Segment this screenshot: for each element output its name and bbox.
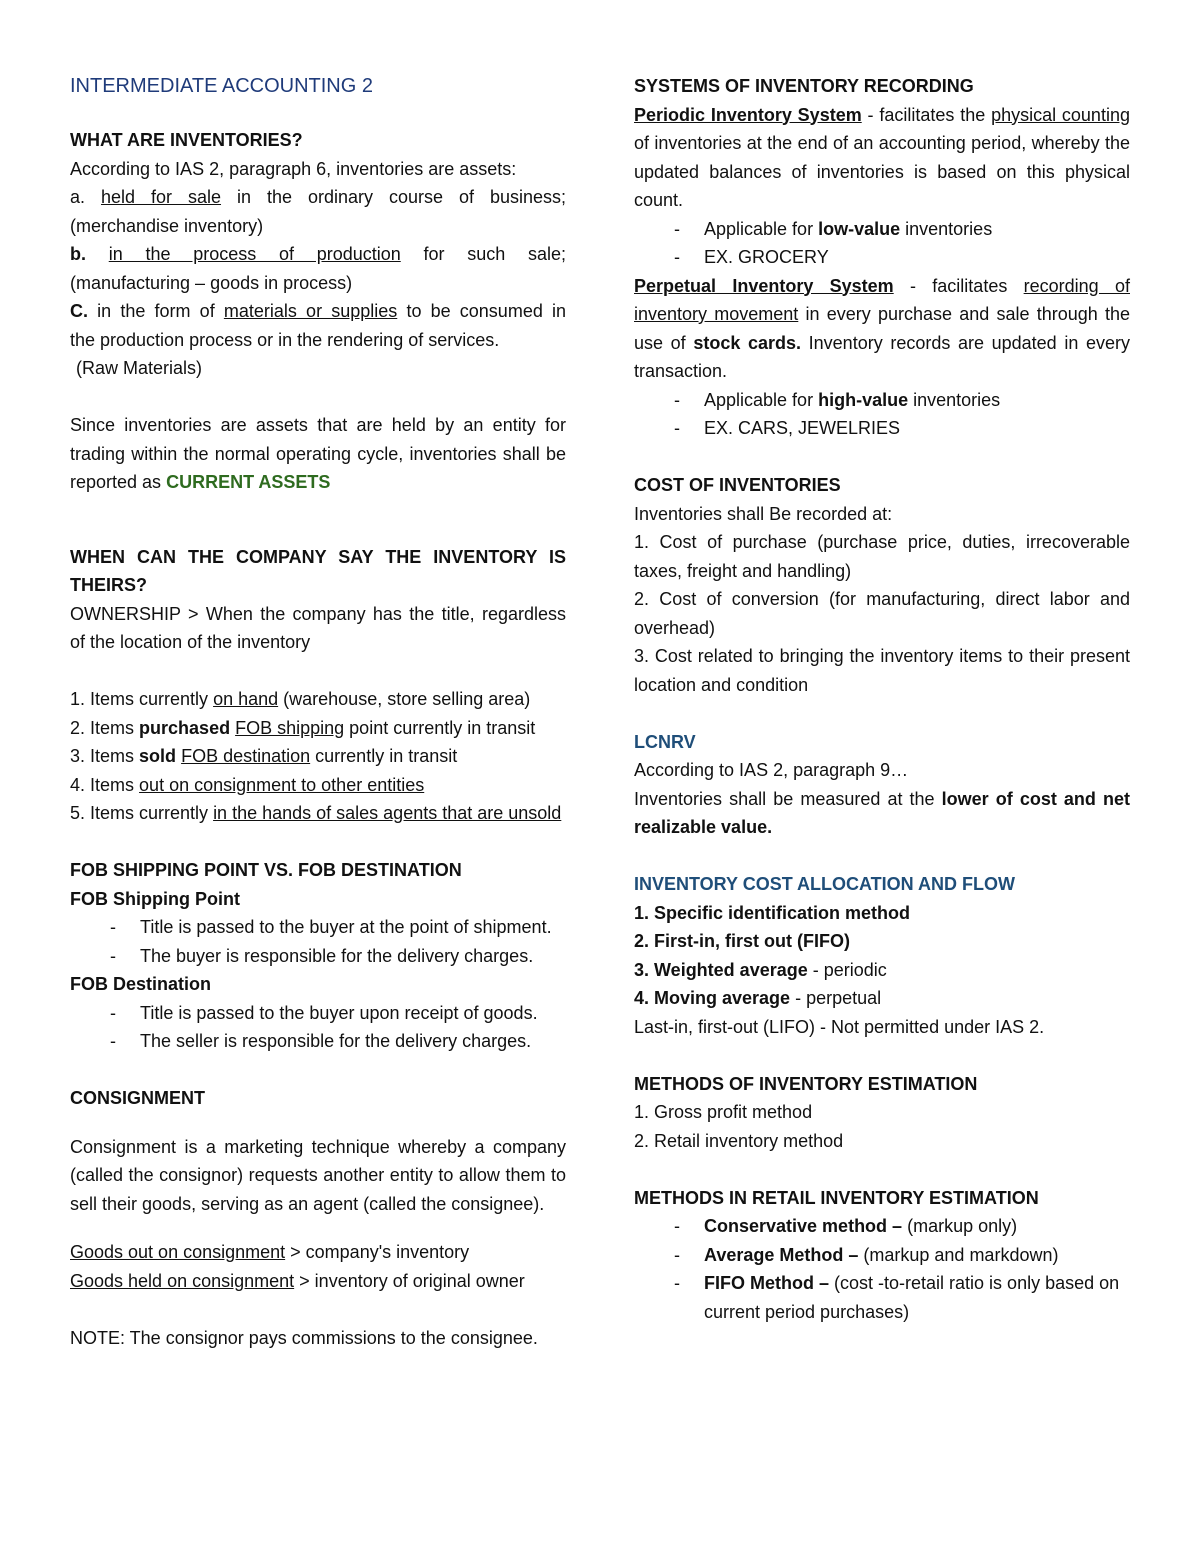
item-b: b. in the process of production for such sale; [70, 244, 566, 264]
inventories-heading: WHAT ARE INVENTORIES? [70, 130, 303, 150]
ownership-item-2: 2. Items purchased FOB shipping point currently in transit [70, 717, 536, 738]
list-item: - Applicable for low-value inventories [634, 215, 1130, 244]
list-item: - Title is passed to the buyer at the point of shipment. [70, 913, 566, 942]
fob-heading: FOB SHIPPING POINT VS. FOB DESTINATION [70, 860, 462, 880]
ownership-item-3: 3. Items sold FOB destination currently in transit [70, 746, 458, 766]
ownership-item-5: 5. Items currently in the hands of sales agents that are unsold [70, 803, 562, 823]
item-c-line2: the production process or in the rendering of services. [70, 329, 500, 350]
list-item: - Conservative method – (markup only) [634, 1212, 1130, 1241]
systems-heading: SYSTEMS OF INVENTORY RECORDING [634, 76, 974, 96]
list-item: - Average Method – (markup and markdown) [634, 1241, 1130, 1270]
retail-heading: METHODS IN RETAIL INVENTORY ESTIMATION [634, 1187, 1039, 1208]
since-paragraph: Since inventories are assets that are held by an entity for trading within the normal operating cycle, inventories shall be reported as CURRENT ASSETS [70, 415, 566, 492]
estimation-item-1: 1. Gross profit method [634, 1102, 813, 1122]
consignment-heading: CONSIGNMENT [70, 1088, 205, 1108]
goods-held-line: Goods held on consignment > inventory of original owner [70, 1270, 525, 1291]
fob-shipping-point-heading: FOB Shipping Point [70, 888, 240, 909]
list-item: - The seller is responsible for the delivery charges. [70, 1027, 566, 1056]
ownership-item-1: 1. Items currently on hand (warehouse, store selling area) [70, 689, 531, 709]
estimation-heading: METHODS OF INVENTORY ESTIMATION [634, 1073, 978, 1094]
right-column [634, 72, 1130, 1326]
periodic-list [634, 215, 1130, 272]
perpetual-paragraph: Perpetual Inventory System - facilitates recording of inventory movement in every purchase and sale through the use of stock cards. Inventory records are updated in every transaction. [634, 275, 1130, 381]
periodic-paragraph: Periodic Inventory System - facilitates the physical counting of inventories at the end of an accounting period, whereby the updated balances of inventories is based on this physical count. [634, 104, 1130, 210]
list-item: - The buyer is responsible for the delivery charges. [70, 942, 566, 971]
cost-item: 3. Cost related to bringing the inventory items to their present location and condition [634, 646, 1130, 695]
retail-list [634, 1212, 1130, 1326]
fob-shipping-point-list [70, 913, 566, 970]
flow-item-1: 1. Specific identification method [634, 902, 911, 923]
ownership-heading: WHEN CAN THE COMPANY SAY THE INVENTORY IS THEIRS? [70, 546, 566, 595]
fob-destination-heading: FOB Destination [70, 974, 212, 994]
cost-item: 2. Cost of conversion (for manufacturing, direct labor and overhead) [634, 589, 1130, 638]
estimation-item-2: 2. Retail inventory method [634, 1130, 844, 1151]
ownership-item-4: 4. Items out on consignment to other entities [70, 774, 425, 795]
cost-heading: COST OF INVENTORIES [634, 475, 841, 495]
lcnrv-intro: According to IAS 2, paragraph 9… [634, 760, 909, 780]
ownership-text: OWNERSHIP > When the company has the title, regardless of the location of the inventory [70, 603, 566, 652]
consignment-text: Consignment is a marketing technique whereby a company (called the consignor) requests another entity to allow them to sell their goods, serving as an agent (called the consignee). [70, 1136, 566, 1214]
list-item: - FIFO Method – (cost -to-retail ratio is only based on current period purchases) [634, 1269, 1130, 1326]
lcnrv-heading: LCNRV [634, 731, 696, 752]
list-item: - Applicable for high-value inventories [634, 386, 1130, 415]
cost-intro: Inventories shall Be recorded at: [634, 503, 893, 524]
lcnrv-text: Inventories shall be measured at the lower of cost and net realizable value. [634, 788, 1130, 837]
item-c: C. in the form of materials or supplies to be consumed in [70, 301, 567, 321]
flow-item-3: 3. Weighted average - periodic [634, 959, 887, 980]
item-a-note: (merchandise inventory) [70, 215, 264, 236]
item-c-note: (Raw Materials) [76, 358, 203, 378]
list-item: - Title is passed to the buyer upon receipt of goods. [70, 999, 566, 1028]
inventories-intro: According to IAS 2, paragraph 6, inventories are assets: [70, 158, 517, 179]
flow-item-2: 2. First-in, first out (FIFO) [634, 931, 850, 951]
cost-item: 1. Cost of purchase (purchase price, duties, irrecoverable taxes, freight and handling) [634, 532, 1130, 581]
perpetual-list [634, 386, 1130, 443]
fob-destination-list [70, 999, 566, 1056]
left-column [70, 72, 566, 1352]
item-a: a. held for sale in the ordinary course of business; [70, 187, 567, 207]
consignment-note: NOTE: The consignor pays commissions to the consignee. [70, 1327, 538, 1348]
list-item: - EX. CARS, JEWELRIES [634, 414, 1130, 443]
document-title: INTERMEDIATE ACCOUNTING 2 [70, 75, 373, 97]
item-b-note: (manufacturing – goods in process) [70, 272, 353, 293]
flow-item-lifo: Last-in, first-out (LIFO) - Not permitted under IAS 2. [634, 1016, 1045, 1037]
flow-item-4: 4. Moving average - perpetual [634, 988, 882, 1008]
flow-heading: INVENTORY COST ALLOCATION AND FLOW [634, 874, 1015, 894]
goods-out-line: Goods out on consignment > company's inventory [70, 1242, 470, 1262]
list-item: - EX. GROCERY [634, 243, 1130, 272]
